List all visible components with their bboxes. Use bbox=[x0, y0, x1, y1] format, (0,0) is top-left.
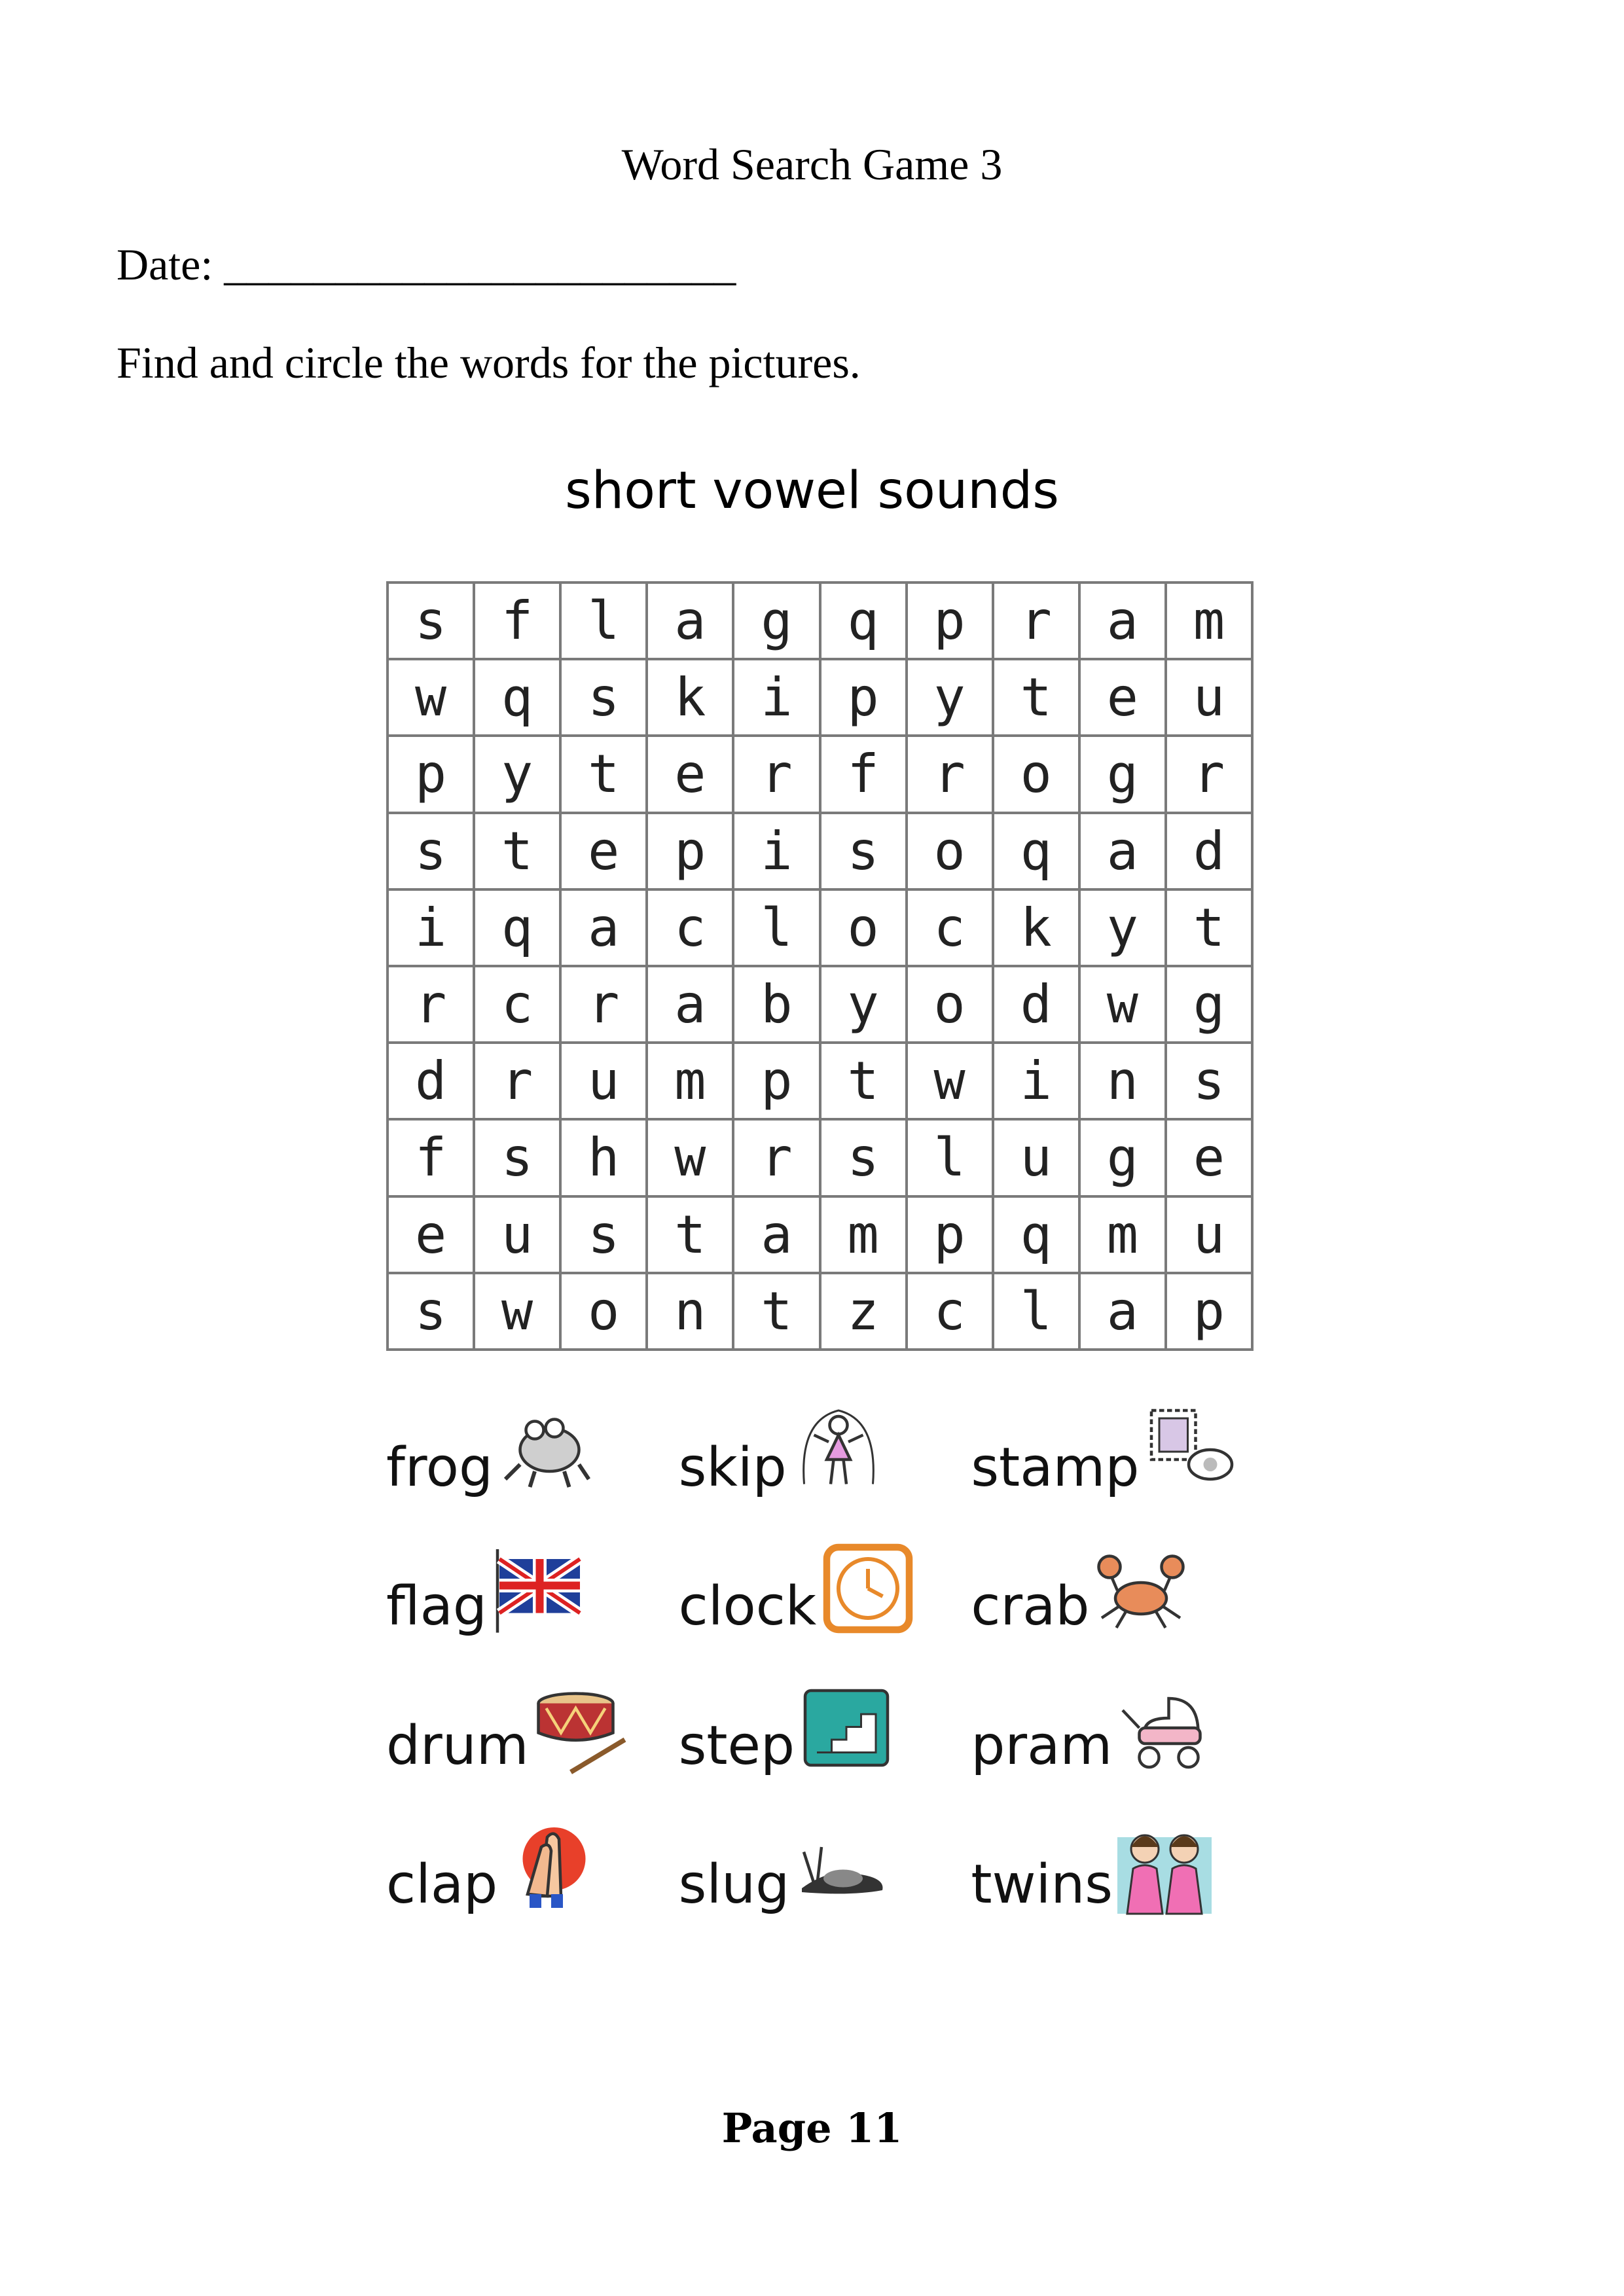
word-label: frog bbox=[386, 1436, 493, 1499]
grid-cell[interactable]: t bbox=[475, 814, 562, 891]
grid-cell[interactable]: t bbox=[562, 737, 648, 814]
grid-cell[interactable]: p bbox=[734, 1044, 821, 1121]
grid-cell[interactable]: r bbox=[389, 967, 475, 1044]
crab-icon bbox=[1092, 1539, 1190, 1638]
grid-cell[interactable]: k bbox=[994, 891, 1081, 967]
grid-cell[interactable]: m bbox=[648, 1044, 734, 1121]
grid-cell[interactable]: u bbox=[1167, 660, 1254, 737]
word-label: slug bbox=[678, 1854, 790, 1916]
stamp-icon bbox=[1142, 1401, 1240, 1499]
grid-cell[interactable]: e bbox=[1081, 660, 1167, 737]
grid-cell[interactable]: s bbox=[389, 584, 475, 660]
grid-cell[interactable]: r bbox=[734, 1121, 821, 1197]
word-label: skip bbox=[678, 1436, 787, 1499]
grid-cell[interactable]: n bbox=[1081, 1044, 1167, 1121]
grid-cell[interactable]: e bbox=[648, 737, 734, 814]
grid-cell[interactable]: r bbox=[734, 737, 821, 814]
grid-cell[interactable]: h bbox=[562, 1121, 648, 1197]
puzzle-title: short vowel sounds bbox=[565, 461, 1059, 520]
word-label: twins bbox=[971, 1854, 1113, 1916]
worksheet-title: Word Search Game 3 bbox=[621, 139, 1003, 189]
grid-cell[interactable]: e bbox=[562, 814, 648, 891]
grid-cell[interactable]: d bbox=[994, 967, 1081, 1044]
grid-cell[interactable]: p bbox=[821, 660, 908, 737]
grid-cell[interactable]: s bbox=[389, 814, 475, 891]
instructions: Find and circle the words for the pictures. bbox=[117, 338, 861, 387]
grid-cell[interactable]: i bbox=[389, 891, 475, 967]
grid-cell[interactable]: d bbox=[389, 1044, 475, 1121]
grid-cell[interactable]: m bbox=[1167, 584, 1254, 660]
word-list bbox=[386, 1378, 1263, 1934]
twins-icon bbox=[1115, 1818, 1214, 1916]
word-search-grid bbox=[386, 581, 1254, 1351]
grid-cell[interactable]: c bbox=[908, 891, 994, 967]
drum-icon bbox=[532, 1679, 630, 1777]
skipping-girl-icon bbox=[789, 1401, 888, 1499]
grid-cell[interactable]: u bbox=[562, 1044, 648, 1121]
word-item-frog bbox=[386, 1378, 679, 1517]
word-item-crab bbox=[971, 1517, 1263, 1657]
grid-cell[interactable]: r bbox=[1167, 737, 1254, 814]
word-item-flag bbox=[386, 1517, 679, 1657]
grid-cell[interactable]: y bbox=[821, 967, 908, 1044]
grid-cell[interactable]: q bbox=[475, 891, 562, 967]
grid-cell[interactable]: a bbox=[1081, 1274, 1167, 1351]
union-jack-flag-icon bbox=[490, 1539, 588, 1638]
grid-cell[interactable]: m bbox=[821, 1198, 908, 1274]
grid-cell[interactable]: o bbox=[994, 737, 1081, 814]
grid-cell[interactable]: y bbox=[1081, 891, 1167, 967]
grid-cell[interactable]: s bbox=[562, 660, 648, 737]
grid-cell[interactable]: e bbox=[389, 1198, 475, 1274]
word-label: step bbox=[678, 1714, 795, 1777]
page-number: Page 11 bbox=[721, 2104, 903, 2152]
date-line: Date: _______________________ bbox=[117, 240, 736, 289]
word-item-drum bbox=[386, 1656, 679, 1795]
grid-cell[interactable]: w bbox=[475, 1274, 562, 1351]
grid-cell[interactable]: t bbox=[734, 1274, 821, 1351]
grid-cell[interactable]: p bbox=[1167, 1274, 1254, 1351]
grid-cell[interactable]: l bbox=[562, 584, 648, 660]
grid-cell[interactable]: s bbox=[1167, 1044, 1254, 1121]
grid-cell[interactable]: f bbox=[475, 584, 562, 660]
word-label: clap bbox=[386, 1854, 498, 1916]
grid-cell[interactable]: t bbox=[821, 1044, 908, 1121]
grid-cell[interactable]: y bbox=[475, 737, 562, 814]
grid-cell[interactable]: e bbox=[1167, 1121, 1254, 1197]
grid-cell[interactable]: b bbox=[734, 967, 821, 1044]
grid-cell[interactable]: o bbox=[562, 1274, 648, 1351]
grid-cell[interactable]: q bbox=[994, 1198, 1081, 1274]
word-label: drum bbox=[386, 1714, 529, 1777]
grid-cell[interactable]: g bbox=[1081, 737, 1167, 814]
grid-cell[interactable]: a bbox=[734, 1198, 821, 1274]
grid-cell[interactable]: i bbox=[994, 1044, 1081, 1121]
grid-cell[interactable]: t bbox=[1167, 891, 1254, 967]
word-item-slug bbox=[679, 1795, 971, 1935]
grid-cell[interactable]: s bbox=[475, 1121, 562, 1197]
grid-cell[interactable]: a bbox=[648, 967, 734, 1044]
grid-cell[interactable]: g bbox=[1167, 967, 1254, 1044]
grid-cell[interactable]: w bbox=[648, 1121, 734, 1197]
word-item-clap bbox=[386, 1795, 679, 1935]
grid-cell[interactable]: o bbox=[821, 891, 908, 967]
grid-cell[interactable]: r bbox=[908, 737, 994, 814]
grid-cell[interactable]: g bbox=[1081, 1121, 1167, 1197]
grid-cell[interactable]: p bbox=[648, 814, 734, 891]
grid-cell[interactable]: d bbox=[1167, 814, 1254, 891]
grid-cell[interactable]: r bbox=[994, 584, 1081, 660]
grid-cell[interactable]: a bbox=[1081, 814, 1167, 891]
grid-cell[interactable]: g bbox=[734, 584, 821, 660]
grid-cell[interactable]: o bbox=[908, 814, 994, 891]
grid-cell[interactable]: s bbox=[389, 1274, 475, 1351]
grid-cell[interactable]: p bbox=[908, 1198, 994, 1274]
grid-cell[interactable]: c bbox=[475, 967, 562, 1044]
grid-cell[interactable]: q bbox=[821, 584, 908, 660]
grid-cell[interactable]: a bbox=[562, 891, 648, 967]
word-item-stamp bbox=[971, 1378, 1263, 1517]
grid-cell[interactable]: i bbox=[734, 660, 821, 737]
grid-cell[interactable]: l bbox=[734, 891, 821, 967]
grid-cell[interactable]: f bbox=[389, 1121, 475, 1197]
grid-cell[interactable]: u bbox=[994, 1121, 1081, 1197]
grid-cell[interactable]: w bbox=[389, 660, 475, 737]
grid-cell[interactable]: p bbox=[908, 584, 994, 660]
grid-cell[interactable]: s bbox=[821, 1121, 908, 1197]
word-item-twins bbox=[971, 1795, 1263, 1935]
grid-cell[interactable]: n bbox=[648, 1274, 734, 1351]
grid-cell[interactable]: r bbox=[475, 1044, 562, 1121]
grid-cell[interactable]: w bbox=[1081, 967, 1167, 1044]
grid-cell[interactable]: s bbox=[562, 1198, 648, 1274]
grid-cell[interactable]: f bbox=[821, 737, 908, 814]
grid-cell[interactable]: q bbox=[994, 814, 1081, 891]
steps-icon bbox=[797, 1679, 895, 1777]
grid-cell[interactable]: r bbox=[562, 967, 648, 1044]
grid-cell[interactable]: a bbox=[648, 584, 734, 660]
word-label: stamp bbox=[971, 1436, 1140, 1499]
grid-cell[interactable]: s bbox=[821, 814, 908, 891]
grid-cell[interactable]: k bbox=[648, 660, 734, 737]
grid-cell[interactable]: l bbox=[994, 1274, 1081, 1351]
word-item-skip bbox=[679, 1378, 971, 1517]
word-label: crab bbox=[971, 1575, 1090, 1638]
grid-cell[interactable]: i bbox=[734, 814, 821, 891]
word-label: flag bbox=[386, 1575, 487, 1638]
clapping-hands-icon bbox=[500, 1818, 598, 1916]
grid-cell[interactable]: w bbox=[908, 1044, 994, 1121]
grid-cell[interactable]: z bbox=[821, 1274, 908, 1351]
grid-cell[interactable]: y bbox=[908, 660, 994, 737]
slug-icon bbox=[792, 1818, 890, 1916]
word-label: clock bbox=[678, 1575, 817, 1638]
grid-cell[interactable]: q bbox=[475, 660, 562, 737]
frog-icon bbox=[496, 1401, 594, 1499]
clock-icon bbox=[819, 1539, 917, 1638]
grid-cell[interactable]: u bbox=[475, 1198, 562, 1274]
grid-cell[interactable]: m bbox=[1081, 1198, 1167, 1274]
grid-cell[interactable]: t bbox=[994, 660, 1081, 737]
grid-cell[interactable]: p bbox=[389, 737, 475, 814]
word-item-step bbox=[679, 1656, 971, 1795]
pram-icon bbox=[1115, 1679, 1213, 1777]
grid-cell[interactable]: c bbox=[648, 891, 734, 967]
grid-cell[interactable]: t bbox=[648, 1198, 734, 1274]
grid-cell[interactable]: u bbox=[1167, 1198, 1254, 1274]
word-label: pram bbox=[971, 1714, 1113, 1777]
grid-cell[interactable]: a bbox=[1081, 584, 1167, 660]
word-item-pram bbox=[971, 1656, 1263, 1795]
grid-cell[interactable]: o bbox=[908, 967, 994, 1044]
grid-cell[interactable]: l bbox=[908, 1121, 994, 1197]
grid-cell[interactable]: c bbox=[908, 1274, 994, 1351]
word-item-clock bbox=[679, 1517, 971, 1657]
